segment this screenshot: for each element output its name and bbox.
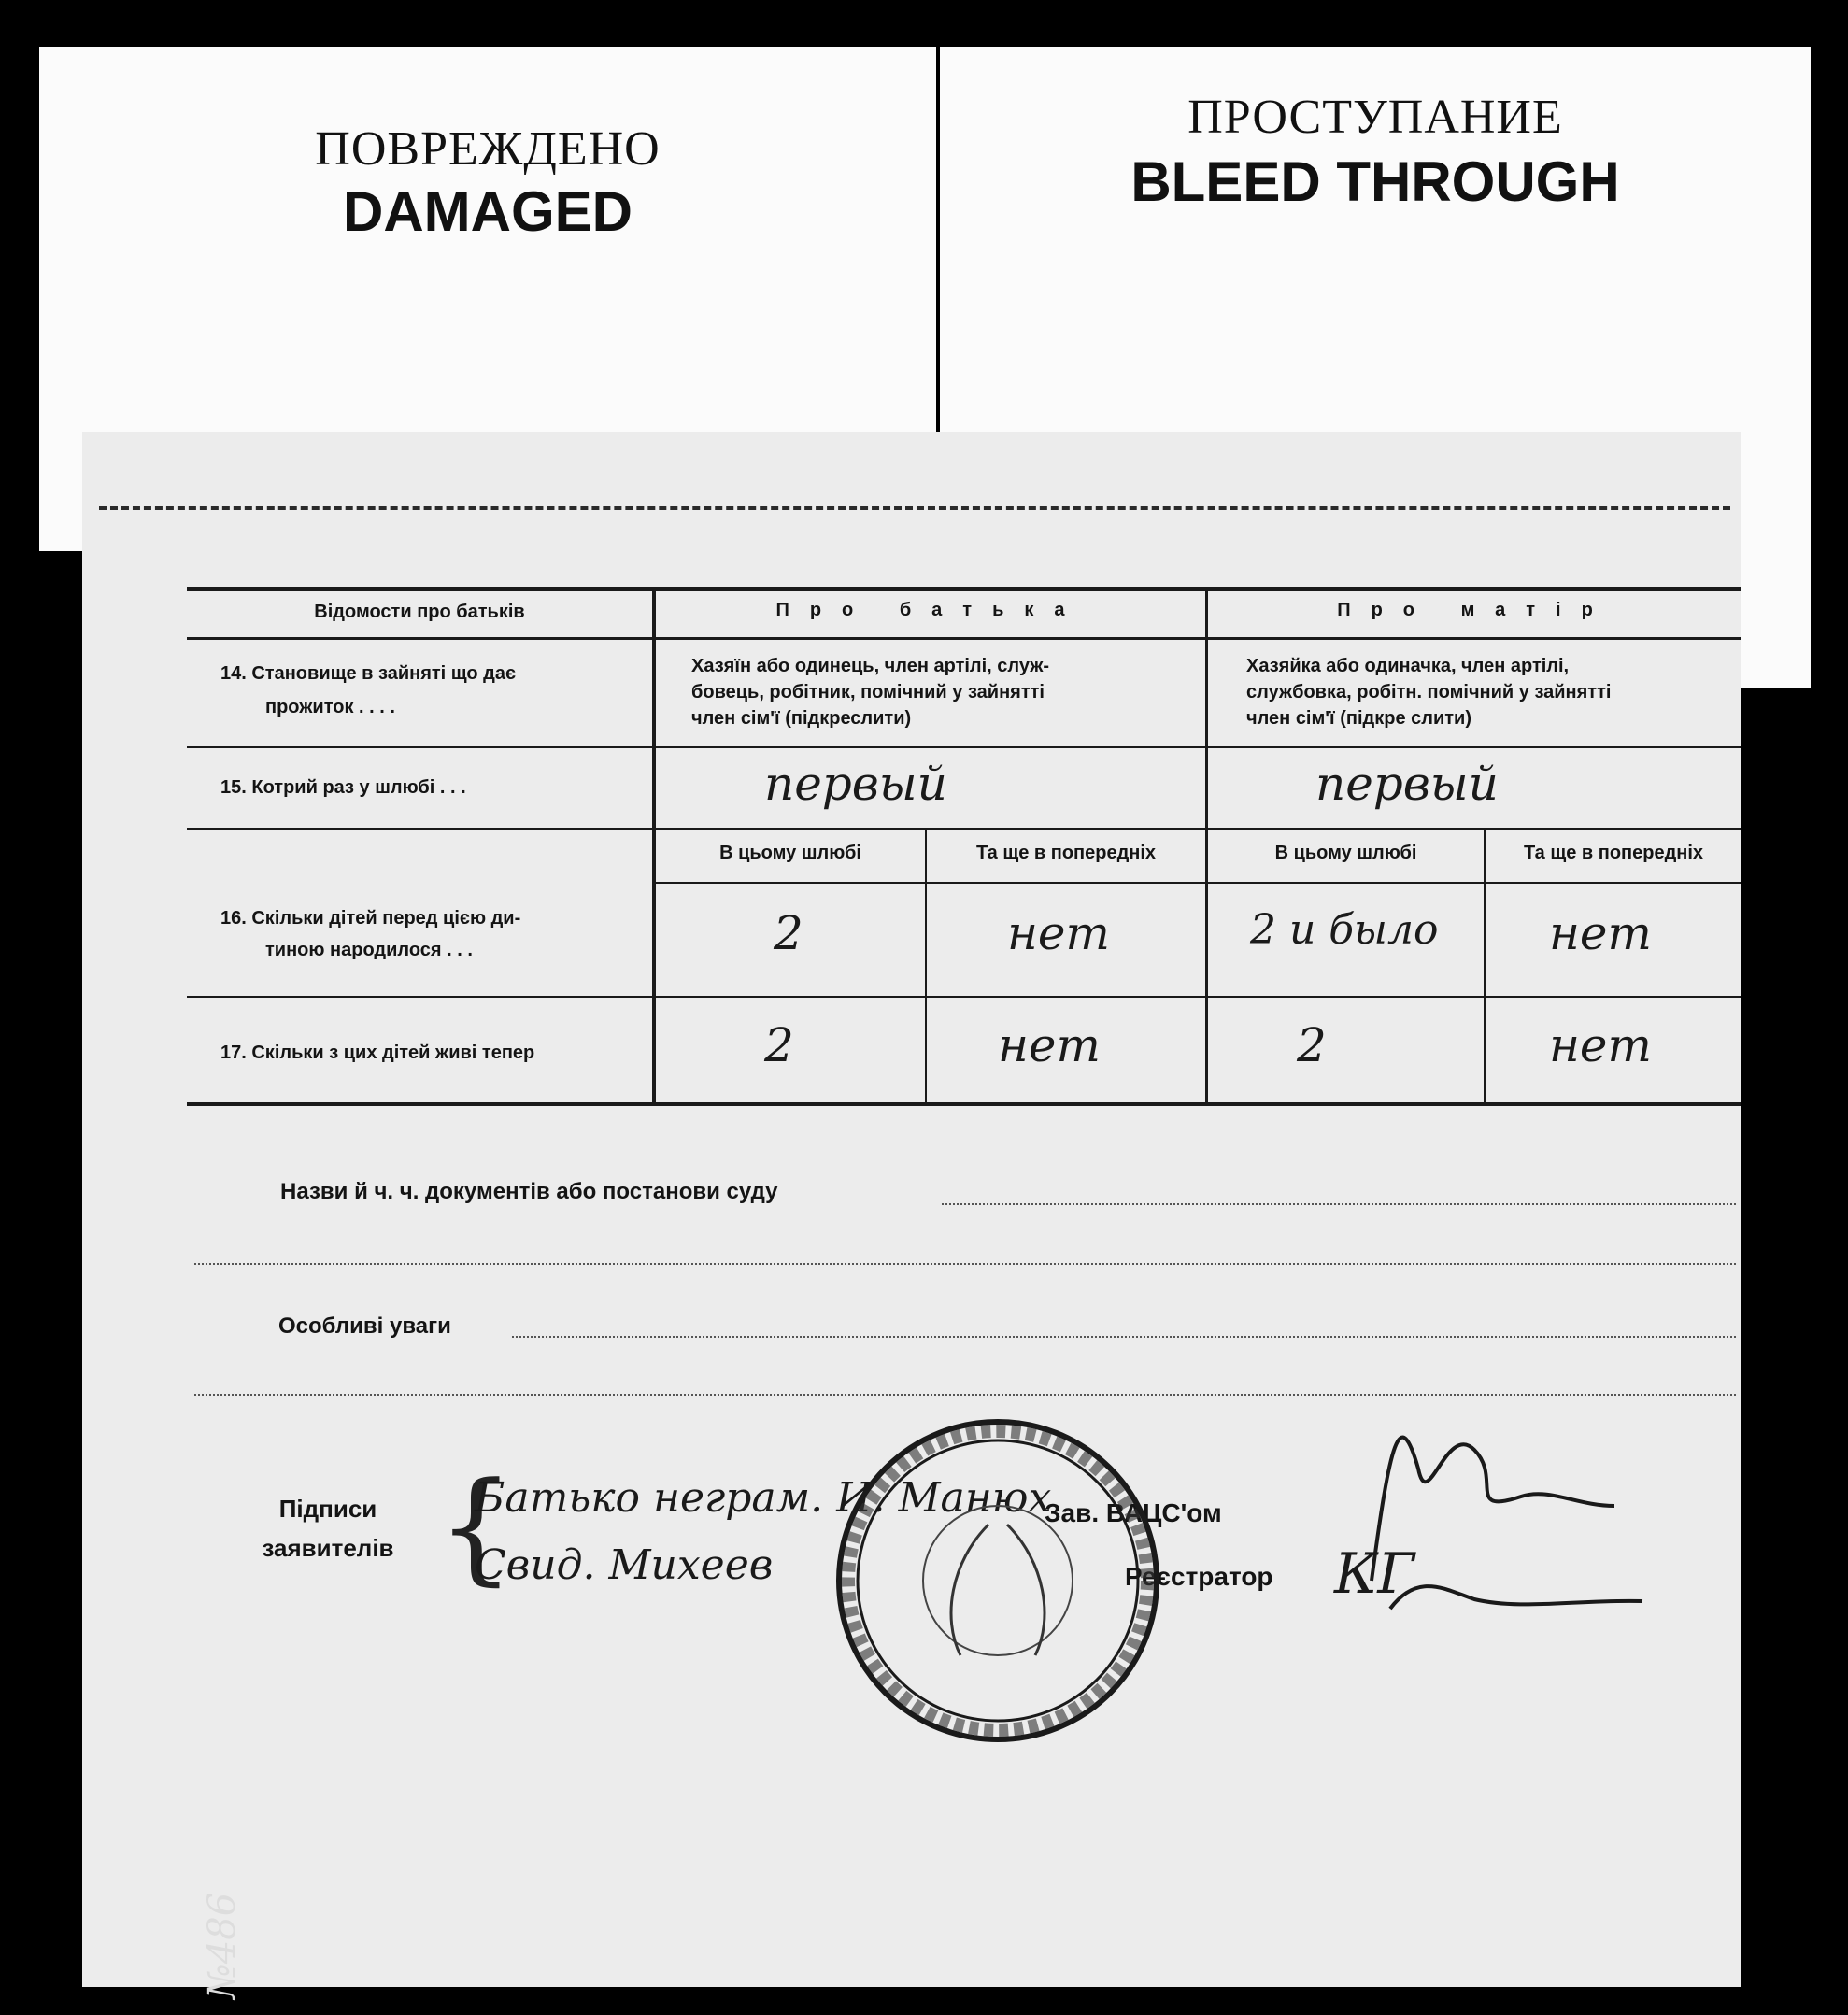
registrar-label: Реєстратор (1125, 1562, 1273, 1591)
signatures-label (258, 1489, 398, 1568)
row15-father-value: первый (764, 757, 947, 811)
row16-father-this: 2 (774, 906, 803, 960)
header-father: Про батька (775, 600, 1086, 620)
row16-label-line1: 16. Скільки дітей перед цією ди- (220, 908, 521, 929)
damaged-label-ru: ПОВРЕЖДЕНО (315, 122, 661, 176)
row17-mother-prev: нет (1549, 1018, 1652, 1072)
row14-label-line2: прожиток . . . . (265, 697, 395, 717)
row17-label: 17. Скільки з цих дітей живі тепер (220, 1043, 535, 1063)
row16-mother-prev: нет (1549, 906, 1652, 960)
row14-mother-line1: Хазяйка або одиначка, член артілі, (1246, 656, 1570, 676)
row16-bottom-rule (187, 996, 1741, 998)
row16-label-line2: тиною народилося . . . (265, 940, 473, 960)
perforation-line (99, 506, 1730, 510)
subheader-mother-this: В цьому шлюбі (1274, 843, 1417, 863)
row16-mother-this: 2 и было (1250, 906, 1439, 954)
row16-father-prev: нет (1007, 906, 1110, 960)
row14-father-line2: бовець, робітник, помічний у зайнятті (691, 682, 1045, 702)
subheader-bottom-rule (654, 882, 1741, 884)
row14-bottom-rule (187, 746, 1741, 748)
row17-father-this: 2 (764, 1018, 794, 1072)
remarks-label: Особливі уваги (278, 1313, 451, 1339)
row14-father-line1: Хазяїн або одинець, член артілі, служ- (691, 656, 1050, 676)
table-top-rule (187, 587, 1741, 591)
subheader-father-this: В цьому шлюбі (719, 843, 861, 863)
signatures-brace: { (437, 1455, 515, 1597)
archive-number: №486 (201, 1892, 244, 1999)
registrar-signature: КГ (1334, 1541, 1415, 1607)
row15-label: 15. Котрий раз у шлюбі . . . (220, 777, 466, 798)
row14-label-line1: 14. Становище в зайняті що дає (220, 663, 517, 684)
damaged-label-en: DAMAGED (343, 180, 633, 243)
row14-mother-line2: службовка, робітн. помічний у зайнятті (1246, 682, 1612, 702)
official-round-stamp (830, 1412, 1166, 1749)
documents-fill-line-2 (194, 1263, 1736, 1265)
row14-father-line3: член сім'ї (підкреслити) (691, 708, 912, 729)
row15-mother-value: первый (1315, 757, 1499, 811)
bleed-through-label-en: BLEED THROUGH (1130, 150, 1620, 213)
row17-father-prev: нет (998, 1018, 1101, 1072)
table-bottom-rule (187, 1102, 1741, 1106)
bleed-through-label-ru: ПРОСТУПАНИЕ (1187, 91, 1563, 144)
head-of-registry-label: Зав. ВАЦС'ом (1045, 1498, 1222, 1527)
row14-mother-line3: член сім'ї (підкре слити) (1246, 708, 1471, 729)
header-mother: Про матір (1337, 600, 1613, 620)
registrar-signature-strokes (1334, 1366, 1689, 1683)
subheader-father-prev: Та ще в попередніх (975, 843, 1157, 863)
father-signature: Батько неграм. И. Манюх (475, 1474, 1052, 1522)
col-divider-father (925, 828, 927, 1104)
remarks-fill-line-1 (512, 1336, 1736, 1338)
registration-form-sheet (82, 432, 1741, 1987)
subheader-mother-prev: Та ще в попередніх (1523, 843, 1704, 863)
documents-fill-line-1 (942, 1203, 1736, 1205)
col-divider-mother (1484, 828, 1486, 1104)
row15-bottom-rule (187, 828, 1741, 830)
signatures-label-line2: заявителів (262, 1534, 394, 1562)
header-bottom-rule (187, 637, 1741, 640)
documents-label: Назви й ч. ч. документів або постанови суду (280, 1179, 778, 1204)
mother-signature: Свид. Михеев (475, 1541, 774, 1589)
row17-mother-this: 2 (1297, 1018, 1327, 1072)
signatures-label-line1: Підписи (278, 1495, 377, 1523)
header-parents-info: Відомости про батьків (314, 602, 525, 622)
